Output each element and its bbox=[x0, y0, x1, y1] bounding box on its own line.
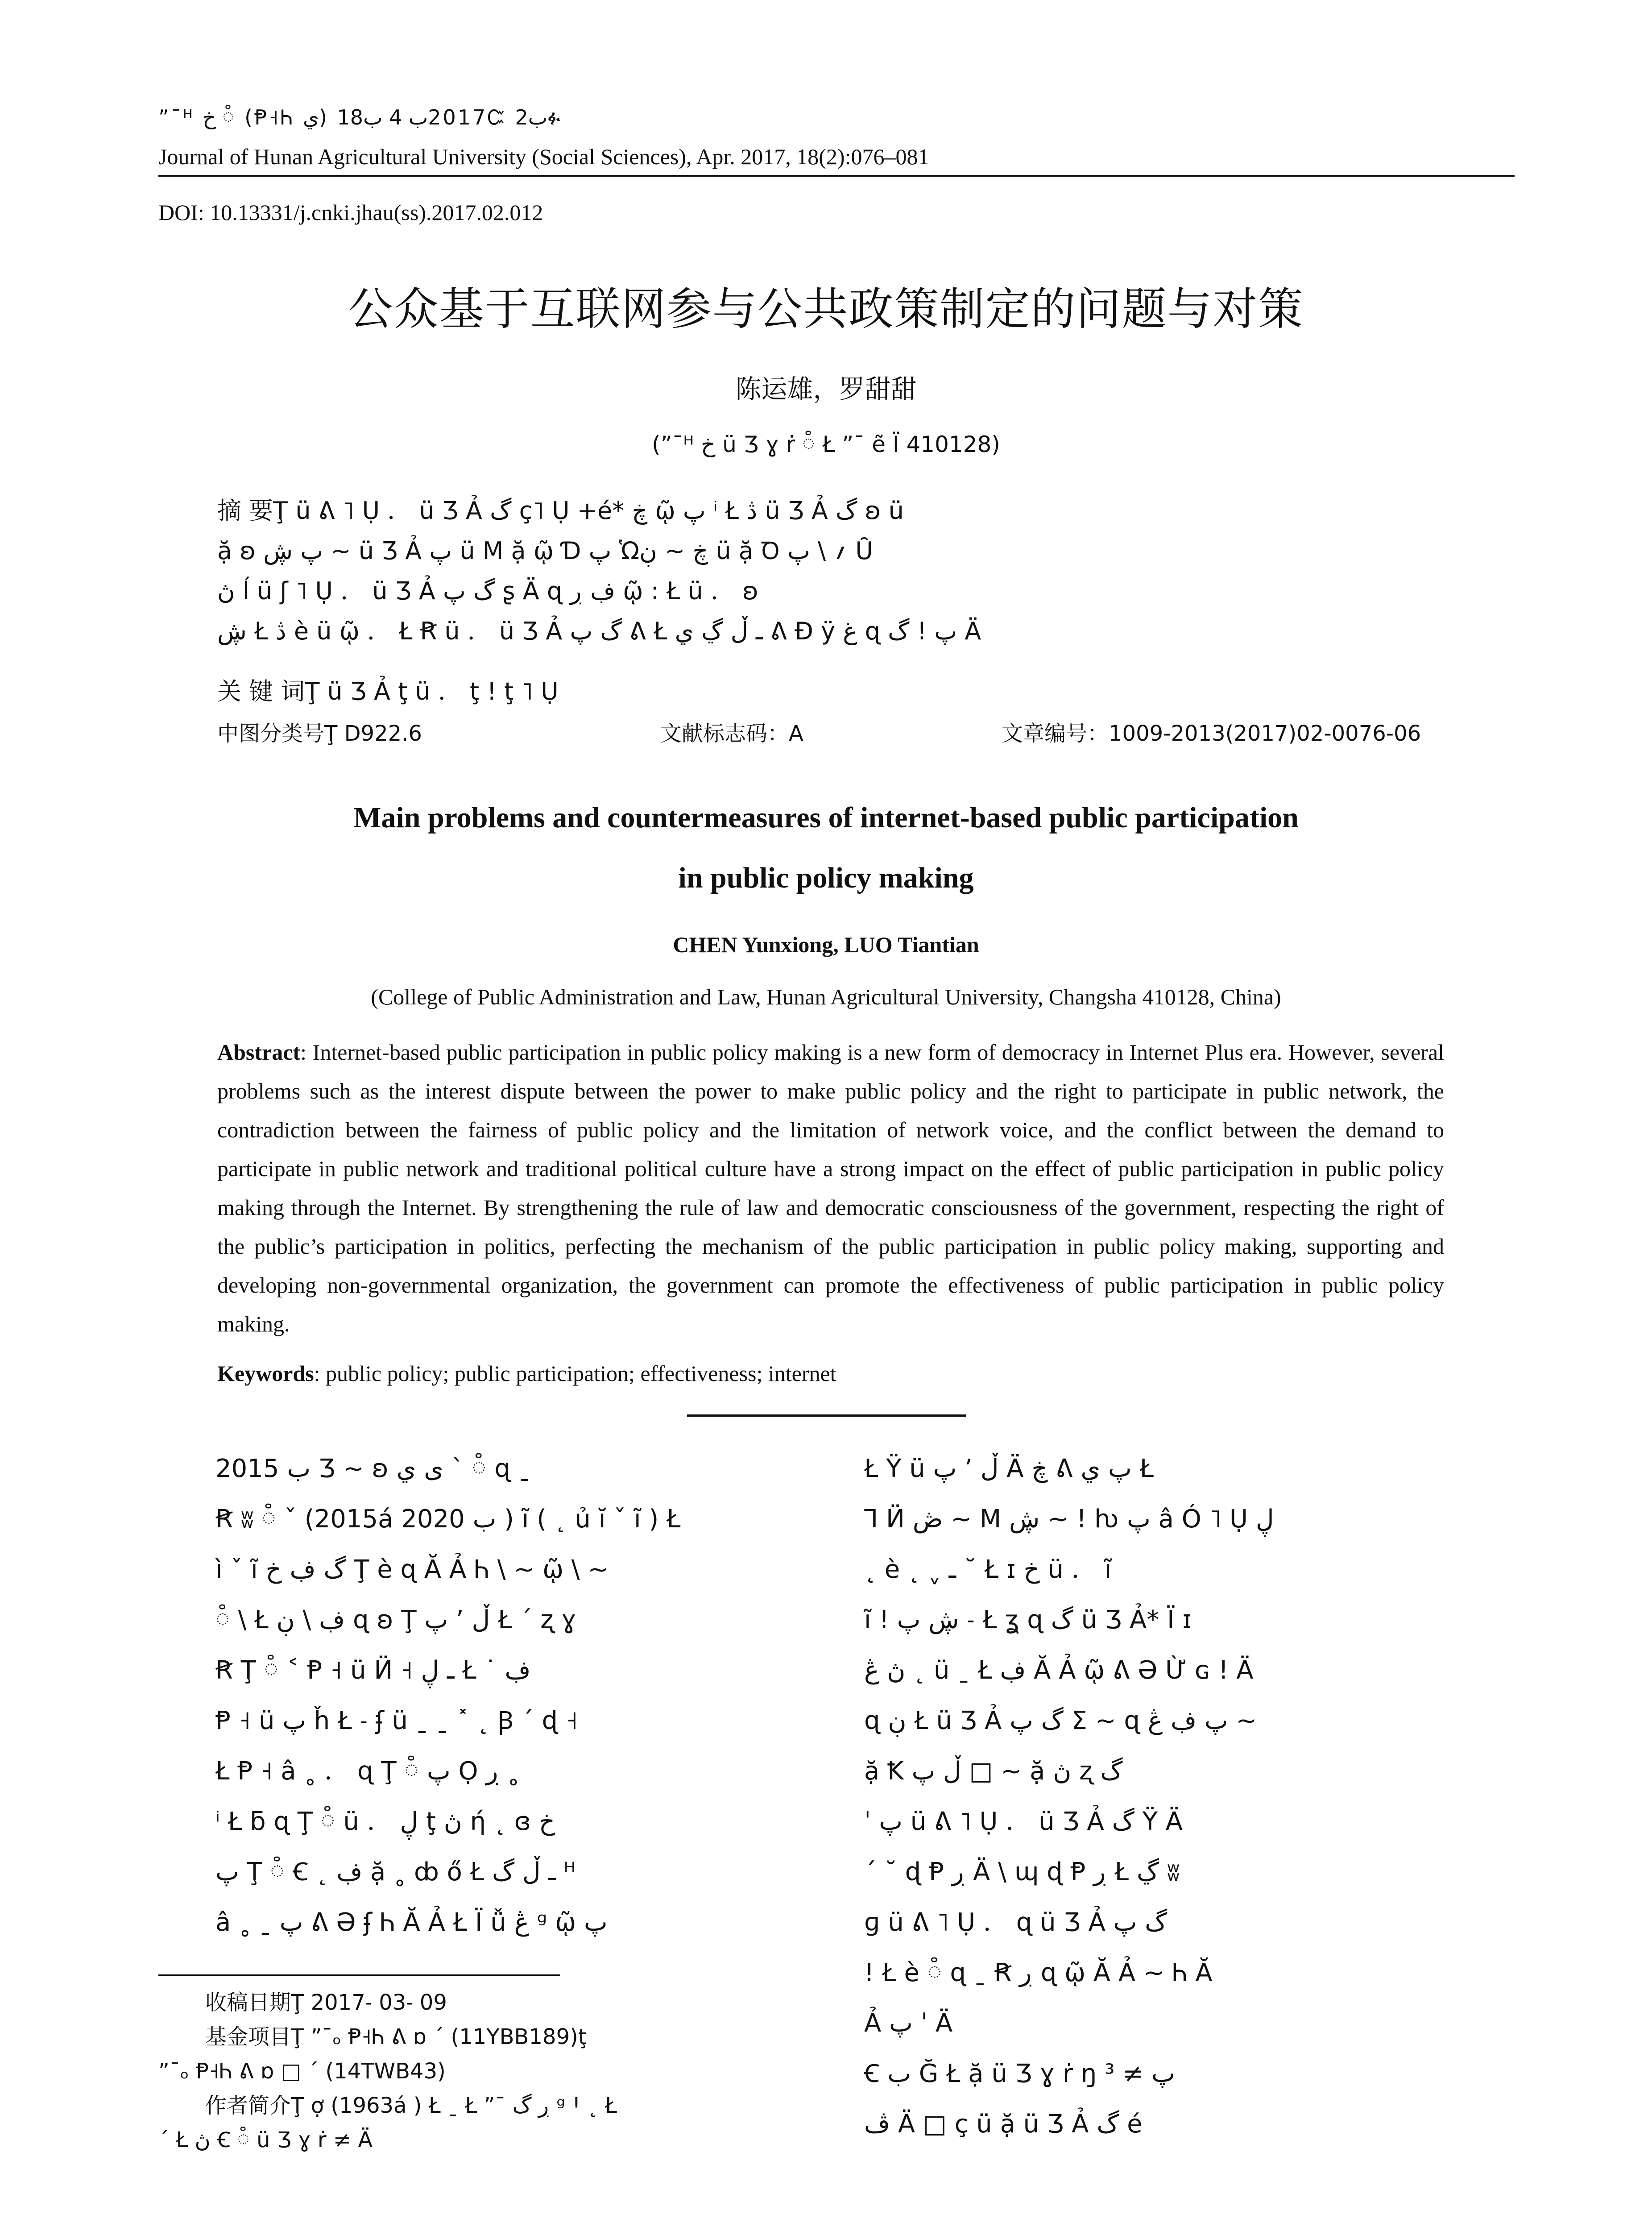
cn-abstract-line: ڽ ĺ ü ʃ ˥ Ụ ． ü Ʒ Ả گ پ ʂ Ä ɋ ڣ ڔ ῷ : Ł ü ． ʚ bbox=[217, 577, 758, 605]
cn-keywords: 关 键 词Ţ ü Ʒ Ả ţ ü ． ţ ! ţ ˥ Ụ bbox=[217, 677, 559, 705]
body-line: ៓ \ Ł ڣ \ ڹ ɋ ʚ Ţ پ ʼ ڵ Ł ˊ ʐ ɣ bbox=[215, 1605, 576, 1634]
doi: DOI: 10.13331/j.cnki.jhau(ss).2017.02.012 bbox=[158, 200, 543, 225]
body-line: ڤ Ä □ ç ü ặ ü Ʒ Ả گ é bbox=[864, 2110, 1143, 2139]
body-column-left bbox=[215, 1443, 809, 1948]
en-title-line-2: in public policy making bbox=[678, 862, 974, 894]
en-abstract-text: : Internet-based public participation in public policy making is a new form of democracy in Internet Plus era. However, several problems such as the interest dispute between the power to make public policy and the right to participate in public network, the contradiction between the fairness of public policy and the limitation of network voice, and the conflict between the demand to participate in public network and traditional political culture have a strong impact on the effect of public participation in public policy making through the Internet. By strengthening the rule of law and democratic consciousness of the government, respecting the right of the public’s participation in politics, perfecting the mechanism of the public participation in public policy making, supporting and developing non-governmental organization, the government can promote the effectiveness of public participation in public policy making. bbox=[217, 1040, 1444, 1336]
body-line: ì ˇ ĩ گ ڣ خ Ţ è ɋ Ă Ả Ꮒ \ ~ ῷ \ ~ bbox=[215, 1555, 609, 1584]
body-line: پ Ţ ៓ Ꞓ ˛ ڣ ặ ˳ ȸ ő Ł ـ ڵ گ ᴴ bbox=[215, 1858, 576, 1887]
body-line: Ꞓ ب Ğ Ł ặ ü Ʒ ɣ ṙ ŋ پ ≠ ³ bbox=[864, 2059, 1175, 2088]
en-keywords bbox=[217, 1354, 1444, 1393]
body-line: ặ Ꝁ ڵ پ □ ~ ặ ڽ ʐ گ bbox=[864, 1757, 1123, 1786]
en-abstract-label: Abstract bbox=[217, 1040, 301, 1065]
header-rule bbox=[158, 175, 1515, 177]
cn-abstract-line: 摘 要Ţ ü ᕕ ˥ Ụ ． ü Ʒ Ả گ ç˥ Ụ +é* ڿ ῷ پ ⁱ Ł ڎ ü Ʒ Ả گ ʚ ü bbox=[217, 497, 904, 525]
footnotes bbox=[158, 1986, 810, 2157]
journal-header-en: Journal of Hunan Agricultural University (Social Sciences), Apr. 2017, 18(2):076–081 bbox=[158, 144, 929, 169]
en-title-line-1: Main problems and countermeasures of internet-based public participation bbox=[353, 801, 1299, 834]
body-line: ⁱ Ł ƃ ɋ Ţ ៓ ü ． ڸ ţ ڽ ή ˛ ɞ خ bbox=[215, 1807, 555, 1836]
en-keywords-label: Keywords bbox=[217, 1361, 314, 1386]
footnote-author: 作者简介Ţ ợ (1963á ) Ł ˍ Ł ”¯ ڔ گ ᵍ Ꞌ ˛ Ł bbox=[205, 2093, 617, 2118]
body-line: ĩ ! ڜ پ ˗ Ł ʓ ɋ گ ü Ʒ Ả* Ï ɪ bbox=[864, 1605, 1192, 1634]
footnote-received: 收稿日期Ţ 2017˗ 03˗ 09 bbox=[205, 1990, 447, 2015]
body-line: Ả پ ˈ Ä bbox=[864, 2009, 953, 2038]
en-affiliation: (College of Public Administration and Law, Hunan Agricultural University, Changsha 410128, China) bbox=[371, 984, 1281, 1009]
body-line: Ꞧ Ţ ៓ ˂ Ᵽ ˧ ü Ӥ ˧ ـ ڸ Ł ˙ ڣ bbox=[215, 1656, 531, 1685]
cn-abstract-line: ặ ʚ پ ڜ ~ ü Ʒ Ả پ ü M ặ ῷ Ɗ پ Ὡڿ ~ ڹ ü ặ Ꝺ ؍ \ پ Ȗ bbox=[217, 537, 873, 565]
section-separator bbox=[687, 1414, 966, 1417]
body-line: Ꞧ ʬ ៓ ˇ (2015á 2020 ب ) ĩ ( ˛ ủ ĭ ˇ ĩ ) Ł bbox=[215, 1505, 681, 1534]
body-line: Ł Ᵽ ˧ â ˳ ． ɋ Ţ ៓ پ Ọ ڔ ˳ bbox=[215, 1757, 520, 1786]
body-line: Ᵽ ˧ ü پ ȟ Ł ˗ ʄ ü ˍ ˍ ˟ ˛ Ꞵ ˊ ɖ ˧ bbox=[215, 1706, 578, 1735]
clc-number: 中图分类号Ţ D922.6 bbox=[217, 721, 422, 746]
body-line: ɋ ڹ Ł ü Ʒ Ả گ پ Σ ~ ɋ پ ڣ ڠ ~ bbox=[864, 1706, 1257, 1735]
document-code: 文献标志码：A bbox=[660, 721, 803, 746]
body-line: Ł Ÿ ü پ ʼ ڵ Ä ڿ ᕕ پ ي Ł bbox=[864, 1454, 1154, 1483]
body-line: ڽ ڠ ˛ ü ˍ Ł ڣ Ă Ả ῷ ᕕ Ə Ừ ɢ ! Ä bbox=[864, 1656, 1254, 1685]
footnote-rule bbox=[158, 1974, 560, 1976]
en-abstract bbox=[217, 1033, 1444, 1344]
en-keywords-text: : public policy; public participation; effectiveness; internet bbox=[314, 1361, 836, 1386]
en-authors: CHEN Yunxiong, LUO Tiantian bbox=[673, 932, 979, 957]
article-number: 文章编号：1009-2013(2017)02-0076-06 bbox=[1002, 721, 1421, 746]
body-line: ɡ ü ᕕ ˥ Ụ ． ɋ ü Ʒ Ả گ پ bbox=[864, 1908, 1168, 1937]
cn-title: 公众基于互联网参与公共政策制定的问题与对策 bbox=[348, 283, 1304, 335]
footnote-fund-continued: ”¯ₒ Ᵽ˧Ꮒ ᕕ ɒ □ ˊ (14TWB43) bbox=[158, 2059, 446, 2084]
body-line: ˊ ˘ ɖ Ᵽ ڔ Ä \ ɰ ɖ Ᵽ ڔ Ł ڲ ʬ bbox=[864, 1858, 1180, 1887]
journal-header-cn: ”¯ᴴ خ ៓ (Ᵽ˧Ꮒ ي) 2017ب 4 ب18Ꮸ ب2ፉ bbox=[158, 105, 563, 129]
body-line: â ˳ ˍ پ ᕕ Ə ʄ Ꮒ Ă Ả Ł Ï ǚ ڠ ᵍ ῷ پ bbox=[215, 1908, 608, 1937]
cn-abstract-line: ڜ Ł ڎ è ü ῷ ． Ł Ꞧ ü ． ü Ʒ Ả گ پ ᕕ Ł ـ ڵ ڲ ي ᕕ Đ ÿ غ ɋ پ ! گ Ä bbox=[217, 617, 981, 645]
body-line: ! Ł è ៓ ɋ ˍ Ꞧ ڔ ɋ ῷ Ă Ả ~ Ꮒ Ă bbox=[864, 1958, 1213, 1987]
cn-affiliation: (”¯ᴴ خ ü Ʒ ɣ ṙ ៓ Ł ”¯ ẽ Ï 410128) bbox=[652, 431, 1000, 457]
body-line: Ꞁ Ӥ ڞ ~ M ڜ ~ ! ƕ پ â Ó ˥ Ụ ڸ bbox=[864, 1505, 1274, 1534]
body-line: 2015 ب Ʒ ~ ʚ ی ي ˋ ៓ ɋ ˍ bbox=[215, 1454, 531, 1483]
body-column-right bbox=[864, 1443, 1493, 2149]
body-line: ˈ پ ü ᕕ ˥ Ụ ． ü Ʒ Ả گ Ÿ Ä bbox=[864, 1807, 1183, 1836]
body-line: ˛ è ˛ ˬ ـ ˘ Ł ɪ خ ü ． ĩ bbox=[864, 1555, 1112, 1584]
footnote-author-continued: ˊ Ł ڽ Ꞓ ៓ ü Ʒ ɣ ṙ ≠ Ä bbox=[158, 2127, 373, 2152]
footnote-fund: 基金项目Ţ ”¯ₒ Ᵽ˧Ꮒ ᕕ ɒ ˊ (11YBB189)ţ bbox=[205, 2024, 587, 2049]
cn-abstract bbox=[217, 491, 1444, 651]
cn-authors: 陈运雄，罗甜甜 bbox=[735, 374, 917, 404]
